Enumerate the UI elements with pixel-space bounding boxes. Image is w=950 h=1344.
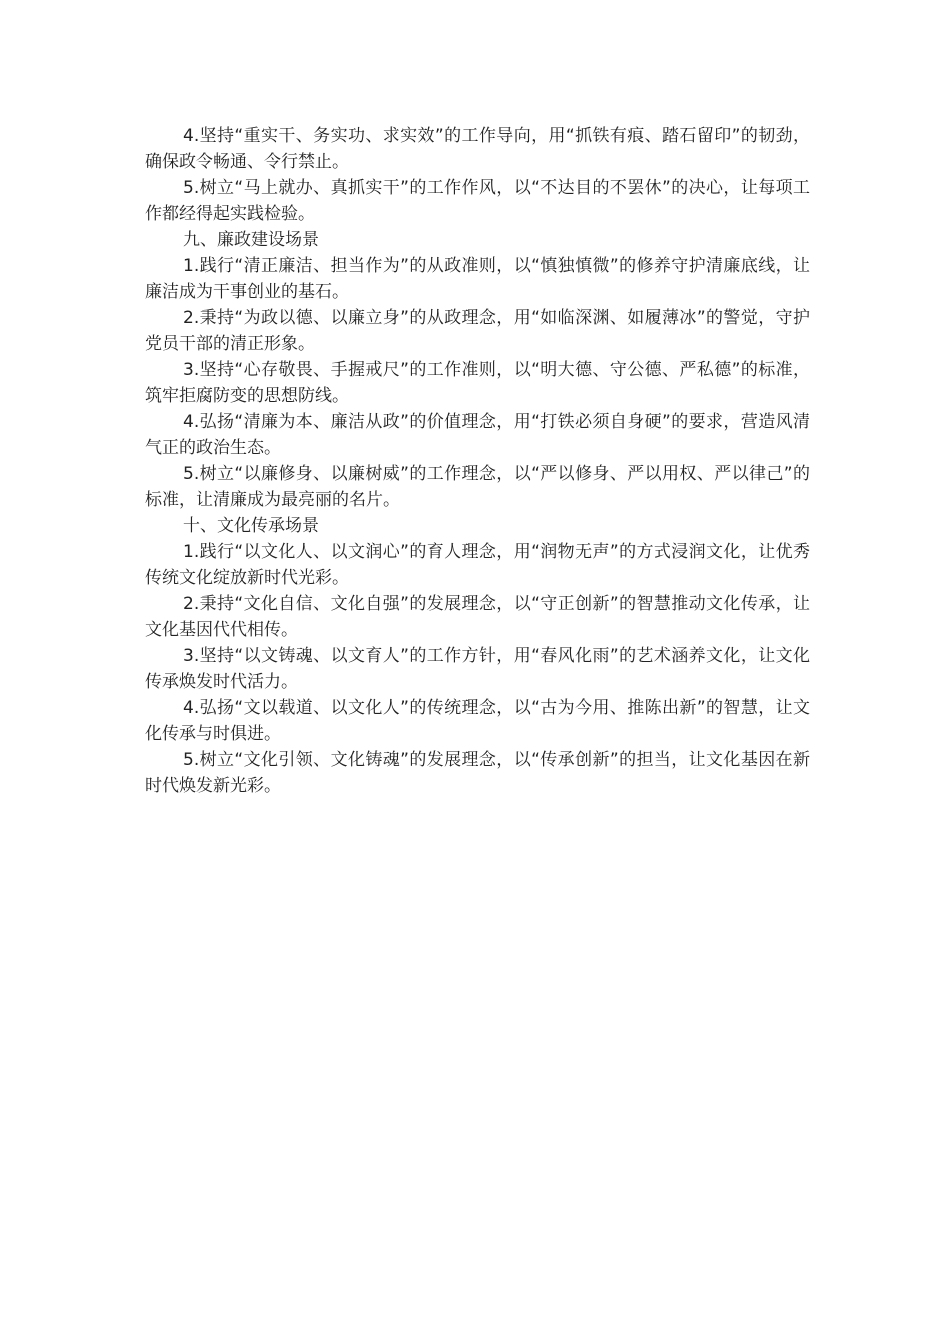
document-body [145,123,810,799]
paragraph-item: 5.树立“文化引领、文化铸魂”的发展理念，以“传承创新”的担当，让文化基因在新时代焕发新光彩。 [145,750,810,796]
paragraph-item: 4.弘扬“文以载道、以文化人”的传统理念，以“古为今用、推陈出新”的智慧，让文化传承与时俱进。 [145,698,810,744]
paragraph-item: 1.践行“以文化人、以文润心”的育人理念，用“润物无声”的方式浸润文化，让优秀传统文化绽放新时代光彩。 [145,542,810,588]
paragraph-item: 5.树立“以廉修身、以廉树威”的工作理念，以“严以修身、严以用权、严以律己”的标准，让清廉成为最亮丽的名片。 [145,464,810,510]
paragraph-item: 2.秉持“文化自信、文化自强”的发展理念，以“守正创新”的智慧推动文化传承，让文化基因代代相传。 [145,594,810,640]
paragraph-item: 3.坚持“心存敬畏、手握戒尺”的工作准则，以“明大德、守公德、严私德”的标准，筑牢拒腐防变的思想防线。 [145,360,810,406]
paragraph-item: 1.践行“清正廉洁、担当作为”的从政准则，以“慎独慎微”的修养守护清廉底线，让廉洁成为干事创业的基石。 [145,256,810,302]
paragraph-item: 4.坚持“重实干、务实功、求实效”的工作导向，用“抓铁有痕、踏石留印”的韧劲，确保政令畅通、令行禁止。 [145,126,810,172]
section-heading: 十、文化传承场景 [183,516,319,536]
paragraph-item: 4.弘扬“清廉为本、廉洁从政”的价值理念，用“打铁必须自身硬”的要求，营造风清气正的政治生态。 [145,412,810,458]
section-heading: 九、廉政建设场景 [183,230,319,250]
paragraph-item: 3.坚持“以文铸魂、以文育人”的工作方针，用“春风化雨”的艺术涵养文化，让文化传承焕发时代活力。 [145,646,810,692]
paragraph-item: 5.树立“马上就办、真抓实干”的工作作风，以“不达目的不罢休”的决心，让每项工作都经得起实践检验。 [145,178,810,224]
paragraph-item: 2.秉持“为政以德、以廉立身”的从政理念，用“如临深渊、如履薄冰”的警觉，守护党员干部的清正形象。 [145,308,810,354]
